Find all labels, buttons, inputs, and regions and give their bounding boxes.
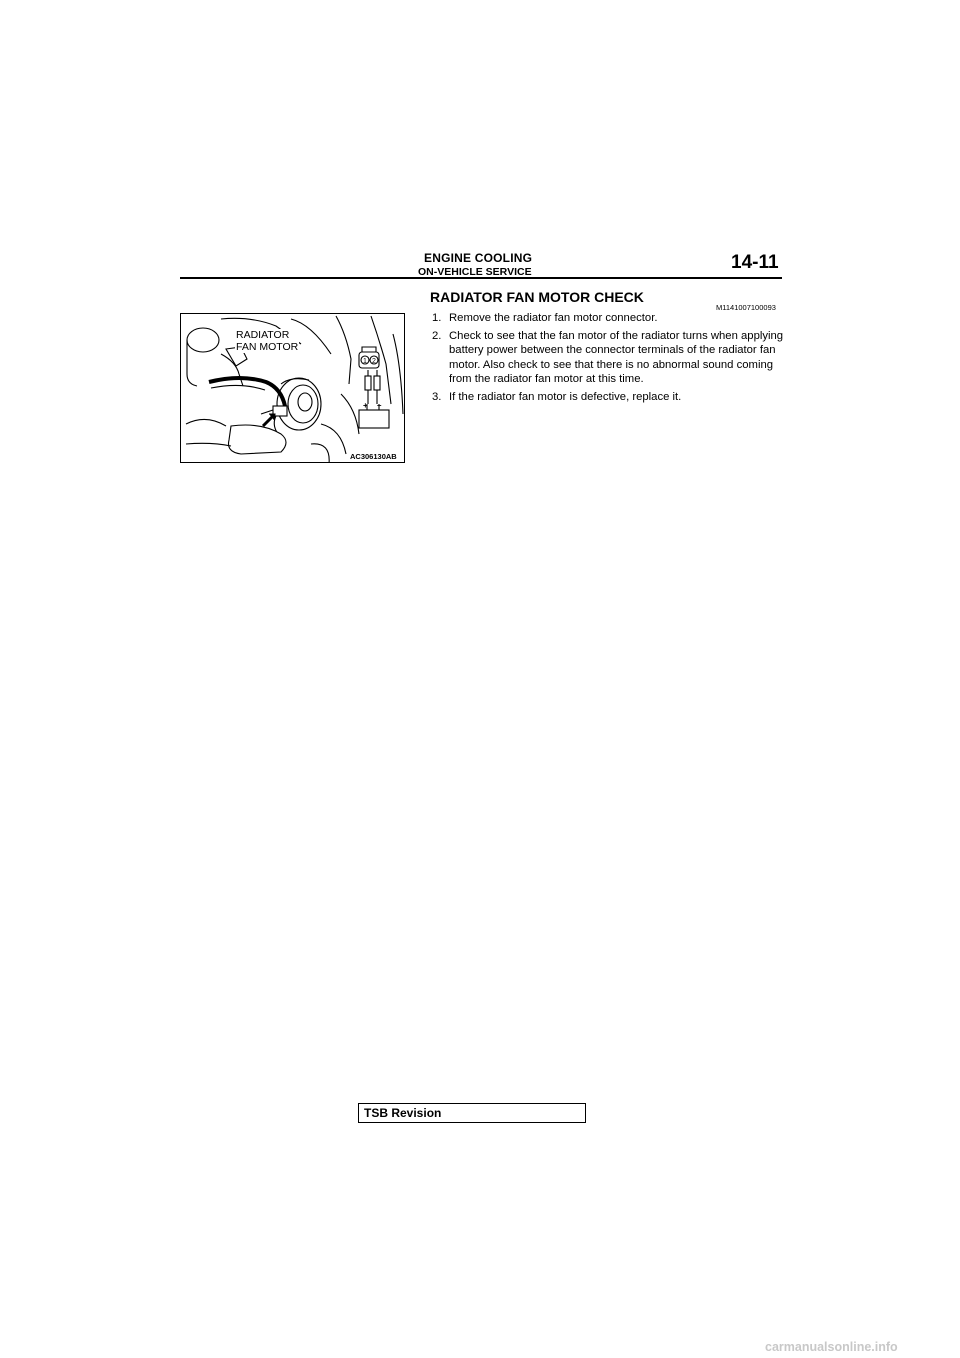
step-number: 2. [432,329,442,342]
battery-minus: – [377,401,382,410]
radiator-fan-figure [180,313,405,463]
header-rule [180,277,782,279]
step-item [432,390,784,405]
section-code: M1141007100093 [716,303,776,312]
battery-plus: + [363,401,368,410]
figure-label-line2: FAN MOTOR [236,341,299,353]
step-text: Check to see that the fan motor of the radiator turns when applying battery power between the connector terminals of the radiator fan motor. Also check to see that there is no abnormal sound coming from the radiator fan motor at this time. [449,329,784,386]
figure-label [235,329,299,353]
watermark: carmanualsonline.info [765,1340,898,1354]
procedure-steps [432,311,784,408]
step-item [432,311,784,326]
figure-label-line1: RADIATOR [236,329,290,341]
step-text: Remove the radiator fan motor connector. [449,312,658,324]
section-title: RADIATOR FAN MOTOR CHECK [430,289,644,305]
step-number: 3. [432,390,442,403]
connector-pin-2: 2 [372,358,376,365]
page-number: 14-11 [731,252,779,273]
connector-pin-1: 1 [363,358,367,365]
header-subtitle: ON-VEHICLE SERVICE [418,266,532,278]
step-item [432,329,784,387]
figure-code: AC306130AB [350,452,397,461]
tsb-revision-box: TSB Revision [358,1103,586,1123]
step-text: If the radiator fan motor is defective, replace it. [449,390,682,403]
header-title: ENGINE COOLING [424,251,533,265]
step-number: 1. [432,312,442,324]
